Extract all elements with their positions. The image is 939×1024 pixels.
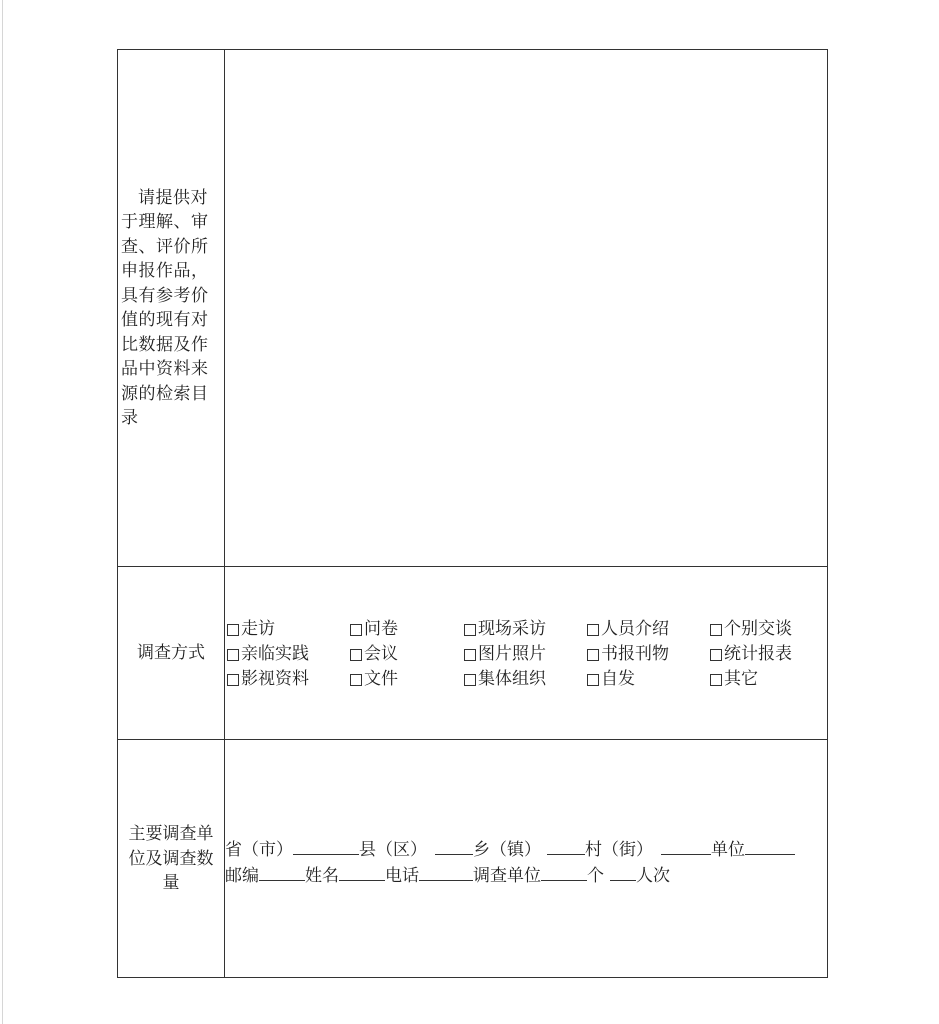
county-label: 县（区） (359, 840, 427, 860)
retrieval-catalog-input-area[interactable] (225, 50, 827, 566)
postcode-label: 邮编 (225, 866, 259, 886)
phone-blank[interactable] (419, 863, 473, 881)
person-times-label: 人次 (636, 866, 670, 886)
option-statistical-reports[interactable]: 统计报表 (710, 642, 792, 667)
option-publications[interactable]: 书报刊物 (587, 642, 669, 667)
village-blank[interactable] (661, 837, 711, 855)
survey-units-label-cell (118, 740, 225, 978)
checkbox-icon[interactable] (350, 624, 362, 636)
unit-blank[interactable] (745, 837, 795, 855)
postcode-blank[interactable] (259, 863, 305, 881)
checkbox-icon[interactable] (587, 674, 599, 686)
application-form-table (117, 49, 828, 978)
checkbox-icon[interactable] (350, 649, 362, 661)
option-individual-talk[interactable]: 个别交谈 (710, 617, 792, 642)
survey-units-fields-cell (225, 740, 827, 978)
option-collective-organization[interactable]: 集体组织 (464, 667, 546, 692)
option-field-practice[interactable]: 亲临实践 (227, 642, 309, 667)
checkbox-icon[interactable] (710, 649, 722, 661)
name-label: 姓名 (305, 866, 339, 886)
checkbox-icon[interactable] (464, 624, 476, 636)
page-edge (2, 0, 3, 1024)
count-unit-label: 个 (587, 866, 604, 886)
village-label: 村（街） (585, 840, 653, 860)
checkbox-icon[interactable] (710, 674, 722, 686)
province-blank[interactable] (293, 837, 359, 855)
phone-label: 电话 (385, 866, 419, 886)
survey-unit-blank[interactable] (541, 863, 587, 881)
option-photos[interactable]: 图片照片 (464, 642, 546, 667)
checkbox-icon[interactable] (587, 624, 599, 636)
person-times-blank[interactable] (610, 863, 636, 881)
option-self-initiated[interactable]: 自发 (587, 667, 635, 692)
survey-units-fill-in (225, 837, 828, 889)
retrieval-catalog-label-cell (118, 50, 225, 566)
survey-units-label: 主要调查单位及调查数量 (128, 824, 214, 894)
province-label: 省（市） (225, 840, 293, 860)
option-visit[interactable]: 走访 (227, 617, 275, 642)
checkbox-icon[interactable] (227, 624, 239, 636)
option-meeting[interactable]: 会议 (350, 642, 398, 667)
survey-method-label-cell (118, 567, 225, 739)
township-label: 乡（镇） (473, 840, 541, 860)
checkbox-icon[interactable] (350, 674, 362, 686)
option-documents[interactable]: 文件 (350, 667, 398, 692)
option-referral[interactable]: 人员介绍 (587, 617, 669, 642)
unit-label: 单位 (711, 840, 745, 860)
name-blank[interactable] (339, 863, 385, 881)
survey-method-options-cell (225, 567, 827, 739)
checkbox-icon[interactable] (227, 674, 239, 686)
survey-method-label: 调查方式 (137, 642, 205, 663)
survey-method-row (118, 567, 827, 740)
checkbox-icon[interactable] (464, 649, 476, 661)
township-blank[interactable] (547, 837, 585, 855)
survey-units-row (118, 740, 827, 978)
checkbox-icon[interactable] (710, 624, 722, 636)
survey-unit-label: 调查单位 (473, 866, 541, 886)
option-audiovisual[interactable]: 影视资料 (227, 667, 309, 692)
checkbox-icon[interactable] (587, 649, 599, 661)
option-onsite-interview[interactable]: 现场采访 (464, 617, 546, 642)
option-questionnaire[interactable]: 问卷 (350, 617, 398, 642)
checkbox-icon[interactable] (464, 674, 476, 686)
county-blank[interactable] (435, 837, 473, 855)
option-other[interactable]: 其它 (710, 667, 758, 692)
checkbox-icon[interactable] (227, 649, 239, 661)
retrieval-catalog-row (118, 50, 827, 567)
retrieval-catalog-label: 请提供对于理解、审查、评价所申报作品，具有参考价值的现有对比数据及作品中资料来源的检索目录 (121, 187, 209, 428)
